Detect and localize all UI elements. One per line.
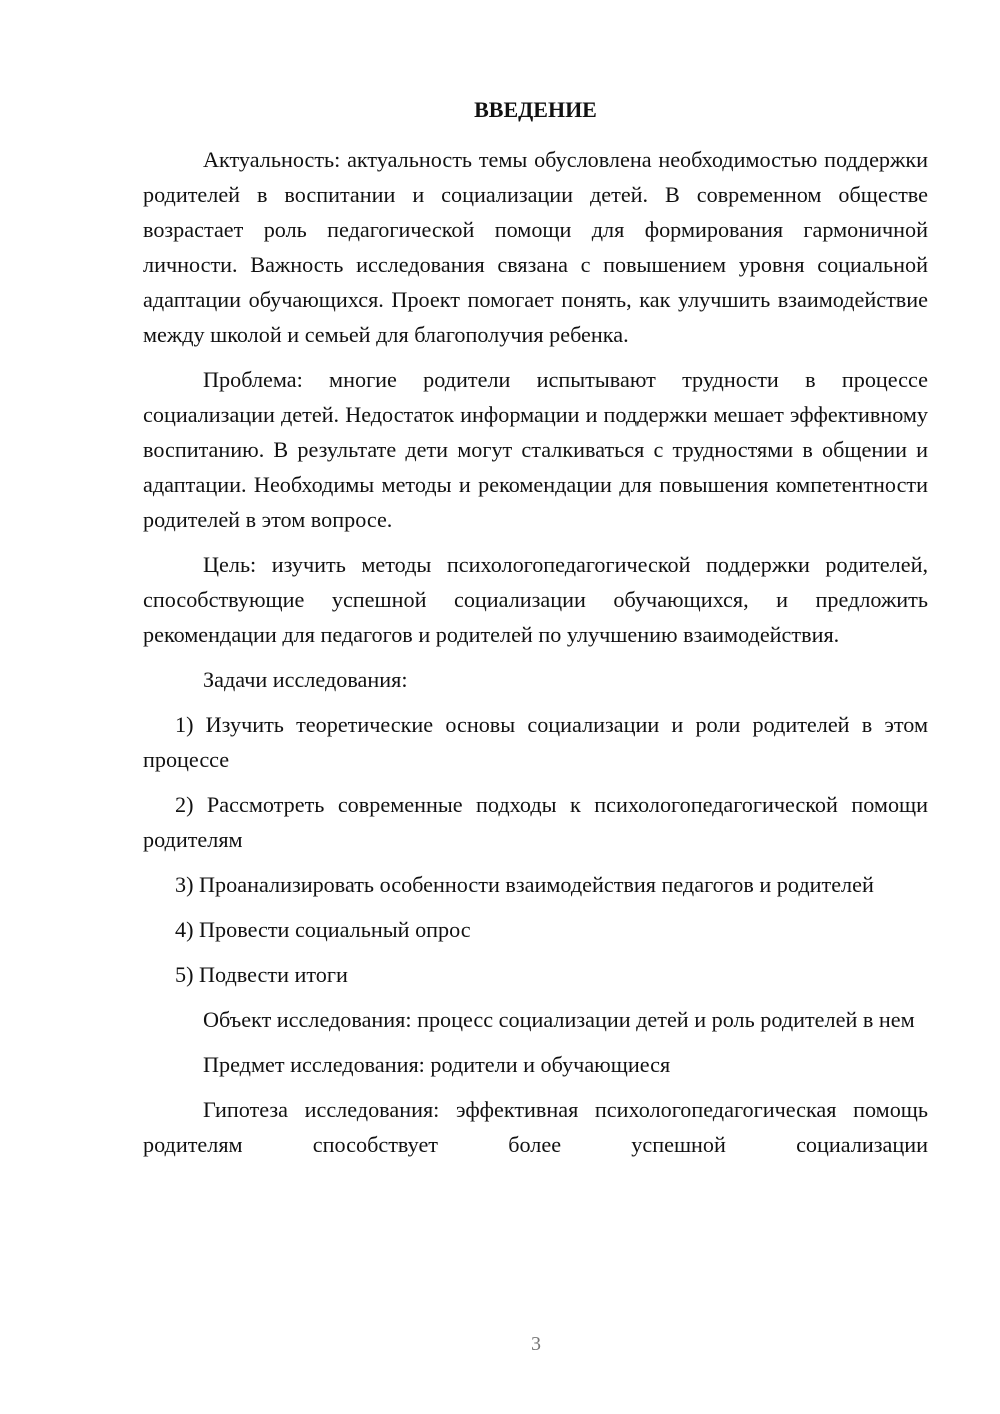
- paragraph-object: Объект исследования: процесс социализации детей и роль родителей в нем: [203, 1007, 915, 1032]
- task-item-4: 4) Провести социальный опрос: [175, 917, 471, 942]
- paragraph-subject: Предмет исследования: родители и обучающиеся: [203, 1052, 671, 1077]
- document-body: [143, 92, 928, 1172]
- task-item-3: 3) Проанализировать особенности взаимодействия педагогов и родителей: [175, 872, 874, 897]
- paragraph-relevance: Актуальность: актуальность темы обусловлена необходимостью поддержки родителей в воспитании и социализации детей. В современном обществе возрастает роль педагогической помощи для формирования гармоничной личности. Важность исследования связана с повышением уровня социальной адаптации обучающихся. Проект помогает понять, как улучшить взаимодействие между школой и семьей для благополучия ребенка.: [143, 147, 928, 347]
- task-item-5: 5) Подвести итоги: [175, 962, 348, 987]
- tasks-heading: Задачи исследования:: [203, 667, 408, 692]
- paragraph-hypothesis: Гипотеза исследования: эффективная психологопедагогическая помощь родителям способствует более успешной социализации: [143, 1097, 928, 1157]
- page-number: 3: [531, 1333, 541, 1355]
- paragraph-goal: Цель: изучить методы психологопедагогической поддержки родителей, способствующие успешной социализации обучающихся, и предложить рекомендации для педагогов и родителей по улучшению взаимодействия.: [143, 552, 928, 647]
- page-title: ВВЕДЕНИЕ: [474, 97, 597, 122]
- task-item-1: 1) Изучить теоретические основы социализации и роли родителей в этом процессе: [143, 712, 928, 772]
- paragraph-problem: Проблема: многие родители испытывают трудности в процессе социализации детей. Недостаток информации и поддержки мешает эффективному воспитанию. В результате дети могут сталкиваться с трудностями в общении и адаптации. Необходимы методы и рекомендации для повышения компетентности родителей в этом вопросе.: [143, 367, 928, 532]
- task-item-2: 2) Рассмотреть современные подходы к психологопедагогической помощи родителям: [143, 792, 928, 852]
